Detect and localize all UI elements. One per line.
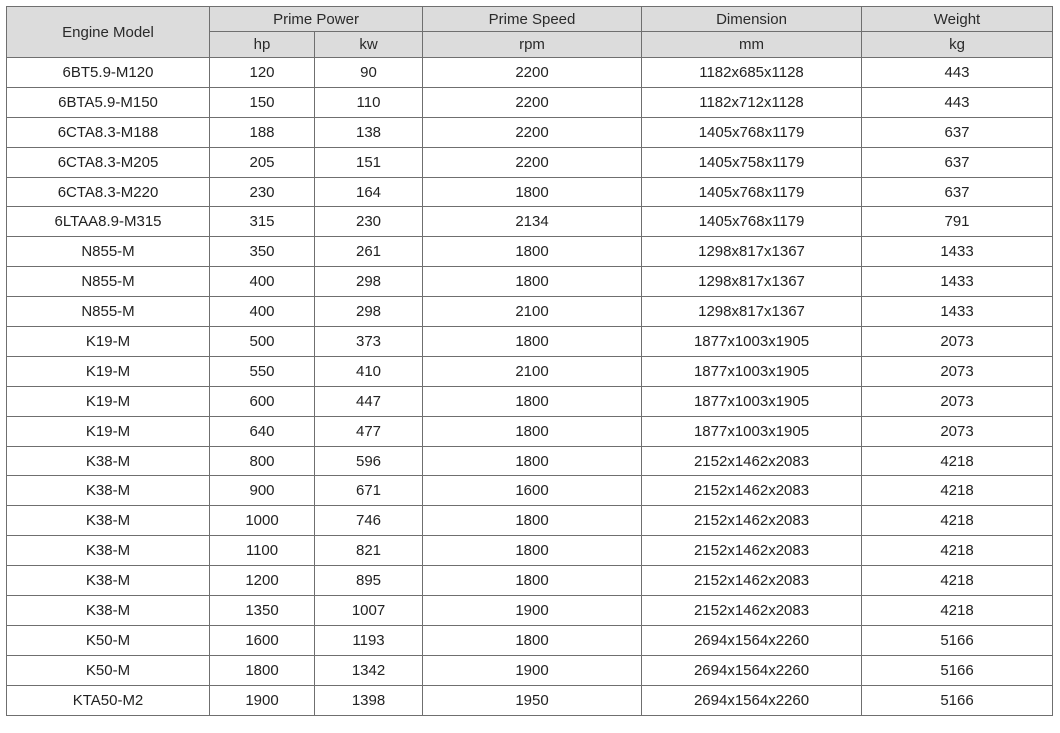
cell-weight: 443 — [862, 58, 1053, 88]
cell-weight: 1433 — [862, 297, 1053, 327]
cell-weight: 2073 — [862, 416, 1053, 446]
cell-hp: 800 — [210, 446, 315, 476]
cell-hp: 600 — [210, 386, 315, 416]
table-row — [7, 58, 1053, 88]
unit-mm: mm — [642, 32, 862, 58]
unit-kw: kw — [315, 32, 423, 58]
cell-kw: 821 — [315, 536, 423, 566]
cell-weight: 4218 — [862, 506, 1053, 536]
cell-hp: 1900 — [210, 685, 315, 715]
cell-engine-model: 6CTA8.3-M220 — [7, 177, 210, 207]
cell-engine-model: N855-M — [7, 237, 210, 267]
cell-engine-model: K19-M — [7, 356, 210, 386]
cell-rpm: 2100 — [423, 356, 642, 386]
cell-rpm: 1950 — [423, 685, 642, 715]
unit-rpm: rpm — [423, 32, 642, 58]
cell-kw: 261 — [315, 237, 423, 267]
cell-dimension: 2694x1564x2260 — [642, 655, 862, 685]
cell-dimension: 1405x768x1179 — [642, 117, 862, 147]
cell-weight: 5166 — [862, 655, 1053, 685]
cell-rpm: 2134 — [423, 207, 642, 237]
cell-rpm: 1800 — [423, 625, 642, 655]
engine-spec-table — [6, 6, 1053, 716]
cell-weight: 5166 — [862, 625, 1053, 655]
cell-hp: 1000 — [210, 506, 315, 536]
table-row — [7, 386, 1053, 416]
cell-engine-model: 6LTAA8.9-M315 — [7, 207, 210, 237]
table-body — [7, 58, 1053, 716]
cell-weight: 4218 — [862, 446, 1053, 476]
cell-dimension: 1877x1003x1905 — [642, 386, 862, 416]
cell-kw: 746 — [315, 506, 423, 536]
cell-engine-model: K38-M — [7, 566, 210, 596]
cell-hp: 150 — [210, 87, 315, 117]
header-prime-speed: Prime Speed — [423, 7, 642, 32]
cell-dimension: 2694x1564x2260 — [642, 685, 862, 715]
table-row — [7, 625, 1053, 655]
header-engine-model: Engine Model — [7, 7, 210, 58]
cell-rpm: 1900 — [423, 596, 642, 626]
cell-engine-model: 6BT5.9-M120 — [7, 58, 210, 88]
cell-engine-model: 6CTA8.3-M188 — [7, 117, 210, 147]
cell-kw: 138 — [315, 117, 423, 147]
cell-weight: 4218 — [862, 566, 1053, 596]
cell-engine-model: N855-M — [7, 267, 210, 297]
header-weight: Weight — [862, 7, 1053, 32]
cell-dimension: 2152x1462x2083 — [642, 536, 862, 566]
cell-hp: 315 — [210, 207, 315, 237]
table-row — [7, 446, 1053, 476]
cell-engine-model: KTA50-M2 — [7, 685, 210, 715]
table-row — [7, 117, 1053, 147]
cell-kw: 1342 — [315, 655, 423, 685]
cell-kw: 671 — [315, 476, 423, 506]
cell-hp: 500 — [210, 327, 315, 357]
cell-rpm: 2100 — [423, 297, 642, 327]
cell-dimension: 2152x1462x2083 — [642, 566, 862, 596]
cell-hp: 400 — [210, 267, 315, 297]
cell-dimension: 1298x817x1367 — [642, 267, 862, 297]
cell-hp: 1100 — [210, 536, 315, 566]
cell-engine-model: K19-M — [7, 416, 210, 446]
cell-weight: 1433 — [862, 237, 1053, 267]
cell-dimension: 2694x1564x2260 — [642, 625, 862, 655]
cell-weight: 637 — [862, 177, 1053, 207]
table-row — [7, 327, 1053, 357]
table-row — [7, 536, 1053, 566]
cell-kw: 164 — [315, 177, 423, 207]
table-row — [7, 267, 1053, 297]
cell-kw: 90 — [315, 58, 423, 88]
cell-weight: 4218 — [862, 476, 1053, 506]
table-row — [7, 416, 1053, 446]
table-row — [7, 685, 1053, 715]
cell-dimension: 1405x768x1179 — [642, 207, 862, 237]
cell-rpm: 2200 — [423, 87, 642, 117]
cell-engine-model: K19-M — [7, 327, 210, 357]
cell-weight: 2073 — [862, 386, 1053, 416]
header-dimension: Dimension — [642, 7, 862, 32]
cell-rpm: 2200 — [423, 117, 642, 147]
cell-weight: 637 — [862, 147, 1053, 177]
cell-weight: 2073 — [862, 327, 1053, 357]
cell-rpm: 2200 — [423, 147, 642, 177]
cell-weight: 4218 — [862, 596, 1053, 626]
cell-dimension: 1877x1003x1905 — [642, 356, 862, 386]
cell-hp: 550 — [210, 356, 315, 386]
cell-dimension: 2152x1462x2083 — [642, 476, 862, 506]
cell-hp: 1200 — [210, 566, 315, 596]
cell-hp: 1600 — [210, 625, 315, 655]
cell-rpm: 1900 — [423, 655, 642, 685]
cell-dimension: 1877x1003x1905 — [642, 416, 862, 446]
cell-weight: 5166 — [862, 685, 1053, 715]
cell-rpm: 1800 — [423, 506, 642, 536]
cell-kw: 447 — [315, 386, 423, 416]
cell-kw: 373 — [315, 327, 423, 357]
cell-rpm: 1800 — [423, 446, 642, 476]
cell-rpm: 1800 — [423, 267, 642, 297]
cell-rpm: 1600 — [423, 476, 642, 506]
header-row — [7, 7, 1053, 32]
spec-table-container — [6, 6, 1052, 716]
cell-engine-model: 6CTA8.3-M205 — [7, 147, 210, 177]
table-row — [7, 147, 1053, 177]
cell-rpm: 2200 — [423, 58, 642, 88]
cell-engine-model: K19-M — [7, 386, 210, 416]
cell-engine-model: K38-M — [7, 596, 210, 626]
cell-kw: 1007 — [315, 596, 423, 626]
table-row — [7, 476, 1053, 506]
table-row — [7, 177, 1053, 207]
cell-rpm: 1800 — [423, 237, 642, 267]
table-row — [7, 356, 1053, 386]
cell-hp: 1350 — [210, 596, 315, 626]
cell-weight: 443 — [862, 87, 1053, 117]
cell-weight: 1433 — [862, 267, 1053, 297]
cell-dimension: 1298x817x1367 — [642, 297, 862, 327]
cell-engine-model: K38-M — [7, 476, 210, 506]
cell-engine-model: K38-M — [7, 506, 210, 536]
cell-hp: 188 — [210, 117, 315, 147]
cell-dimension: 1877x1003x1905 — [642, 327, 862, 357]
unit-kg: kg — [862, 32, 1053, 58]
header-prime-power: Prime Power — [210, 7, 423, 32]
cell-engine-model: K50-M — [7, 625, 210, 655]
cell-weight: 791 — [862, 207, 1053, 237]
cell-dimension: 1182x685x1128 — [642, 58, 862, 88]
cell-kw: 596 — [315, 446, 423, 476]
cell-dimension: 2152x1462x2083 — [642, 446, 862, 476]
cell-engine-model: K38-M — [7, 536, 210, 566]
table-row — [7, 207, 1053, 237]
cell-hp: 120 — [210, 58, 315, 88]
cell-hp: 1800 — [210, 655, 315, 685]
cell-rpm: 1800 — [423, 327, 642, 357]
cell-engine-model: K50-M — [7, 655, 210, 685]
cell-engine-model: N855-M — [7, 297, 210, 327]
cell-weight: 4218 — [862, 536, 1053, 566]
table-row — [7, 566, 1053, 596]
cell-weight: 637 — [862, 117, 1053, 147]
cell-rpm: 1800 — [423, 536, 642, 566]
cell-kw: 151 — [315, 147, 423, 177]
cell-engine-model: K38-M — [7, 446, 210, 476]
cell-rpm: 1800 — [423, 177, 642, 207]
cell-kw: 1398 — [315, 685, 423, 715]
cell-hp: 205 — [210, 147, 315, 177]
cell-rpm: 1800 — [423, 416, 642, 446]
cell-kw: 410 — [315, 356, 423, 386]
cell-hp: 900 — [210, 476, 315, 506]
cell-kw: 298 — [315, 297, 423, 327]
cell-rpm: 1800 — [423, 386, 642, 416]
cell-kw: 230 — [315, 207, 423, 237]
table-row — [7, 596, 1053, 626]
cell-kw: 110 — [315, 87, 423, 117]
cell-dimension: 1405x768x1179 — [642, 177, 862, 207]
cell-hp: 400 — [210, 297, 315, 327]
cell-rpm: 1800 — [423, 566, 642, 596]
table-row — [7, 297, 1053, 327]
cell-kw: 895 — [315, 566, 423, 596]
cell-dimension: 1182x712x1128 — [642, 87, 862, 117]
cell-hp: 350 — [210, 237, 315, 267]
cell-dimension: 1405x758x1179 — [642, 147, 862, 177]
table-row — [7, 87, 1053, 117]
table-row — [7, 506, 1053, 536]
cell-dimension: 2152x1462x2083 — [642, 506, 862, 536]
table-row — [7, 237, 1053, 267]
cell-hp: 230 — [210, 177, 315, 207]
cell-kw: 477 — [315, 416, 423, 446]
table-row — [7, 655, 1053, 685]
cell-engine-model: 6BTA5.9-M150 — [7, 87, 210, 117]
cell-kw: 298 — [315, 267, 423, 297]
cell-dimension: 1298x817x1367 — [642, 237, 862, 267]
table-header — [7, 7, 1053, 58]
cell-dimension: 2152x1462x2083 — [642, 596, 862, 626]
unit-hp: hp — [210, 32, 315, 58]
cell-hp: 640 — [210, 416, 315, 446]
cell-kw: 1193 — [315, 625, 423, 655]
cell-weight: 2073 — [862, 356, 1053, 386]
